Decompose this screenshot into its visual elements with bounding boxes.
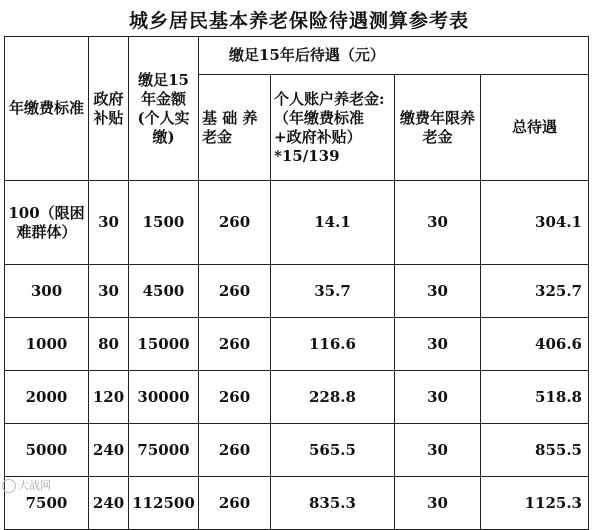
header-subsidy: 政府补贴 — [89, 37, 129, 181]
cell-subsidy: 30 — [89, 265, 129, 318]
cell-sum: 325.7 — [481, 265, 589, 318]
cell-yearlimit: 30 — [395, 477, 481, 530]
cell-personal: 228.8 — [271, 371, 395, 424]
cell-basic: 260 — [199, 318, 271, 371]
table-row — [5, 265, 589, 318]
watermark — [2, 477, 51, 493]
cell-subsidy: 240 — [89, 477, 129, 530]
cell-std: 300 — [5, 265, 89, 318]
cell-sum: 518.8 — [481, 371, 589, 424]
cell-total15: 15000 — [129, 318, 199, 371]
cell-yearlimit: 30 — [395, 265, 481, 318]
cell-personal: 14.1 — [271, 181, 395, 265]
cell-sum: 855.5 — [481, 424, 589, 477]
cell-subsidy: 240 — [89, 424, 129, 477]
cell-subsidy: 30 — [89, 181, 129, 265]
watermark-logo-icon — [2, 479, 16, 493]
header-std: 年缴费标准 — [5, 37, 89, 181]
cell-sum: 1125.3 — [481, 477, 589, 530]
cell-basic: 260 — [199, 371, 271, 424]
table-row — [5, 477, 589, 530]
cell-sum: 406.6 — [481, 318, 589, 371]
header-yearlimit: 缴费年限养老金 — [395, 75, 481, 181]
cell-yearlimit: 30 — [395, 424, 481, 477]
cell-basic: 260 — [199, 265, 271, 318]
table-row — [5, 371, 589, 424]
table-row — [5, 318, 589, 371]
cell-basic: 260 — [199, 424, 271, 477]
cell-std: 7500 — [5, 477, 89, 530]
cell-personal: 116.6 — [271, 318, 395, 371]
cell-basic: 260 — [199, 477, 271, 530]
table-row — [5, 181, 589, 265]
cell-subsidy: 120 — [89, 371, 129, 424]
cell-std: 1000 — [5, 318, 89, 371]
cell-sum: 304.1 — [481, 181, 589, 265]
table-row — [5, 424, 589, 477]
cell-yearlimit: 30 — [395, 181, 481, 265]
header-total15: 缴足15年金额(个人实缴) — [129, 37, 199, 181]
cell-personal: 565.5 — [271, 424, 395, 477]
cell-yearlimit: 30 — [395, 318, 481, 371]
cell-std: 5000 — [5, 424, 89, 477]
pension-table — [4, 36, 589, 530]
cell-personal: 35.7 — [271, 265, 395, 318]
cell-std: 100（限困难群体） — [5, 181, 89, 265]
cell-basic: 260 — [199, 181, 271, 265]
cell-personal: 835.3 — [271, 477, 395, 530]
cell-total15: 75000 — [129, 424, 199, 477]
header-group: 缴足15年后待遇（元） — [199, 37, 589, 75]
header-row-1 — [5, 37, 589, 75]
cell-yearlimit: 30 — [395, 371, 481, 424]
header-personal: 个人账户养老金:（年缴费标准+政府补贴）*15/139 — [271, 75, 395, 181]
cell-total15: 30000 — [129, 371, 199, 424]
header-sum: 总待遇 — [481, 75, 589, 181]
cell-std: 2000 — [5, 371, 89, 424]
cell-total15: 112500 — [129, 477, 199, 530]
cell-total15: 4500 — [129, 265, 199, 318]
cell-total15: 1500 — [129, 181, 199, 265]
page-title: 城乡居民基本养老保险待遇测算参考表 — [128, 10, 469, 32]
watermark-text: 大战网 — [18, 479, 51, 492]
cell-subsidy: 80 — [89, 318, 129, 371]
header-basic: 基 础 养老金 — [199, 75, 271, 181]
